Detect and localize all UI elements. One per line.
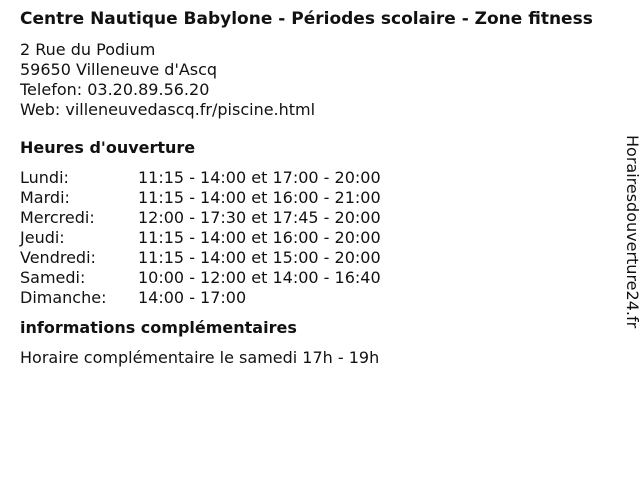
- hours-row: [20, 248, 381, 268]
- hours-day: Jeudi:: [20, 228, 65, 247]
- hours-times: 12:00 - 17:30 et 17:45 - 20:00: [138, 208, 381, 227]
- hours-times: 11:15 - 14:00 et 15:00 - 20:00: [138, 248, 381, 267]
- hours-table: [20, 168, 381, 308]
- hours-row: [20, 208, 381, 228]
- info-text: Horaire complémentaire le samedi 17h - 19h: [20, 348, 380, 367]
- hours-times: 11:15 - 14:00 et 16:00 - 20:00: [138, 228, 381, 247]
- hours-row: [20, 188, 381, 208]
- hours-times: 11:15 - 14:00 et 16:00 - 21:00: [138, 188, 381, 207]
- address-city: 59650 Villeneuve d'Ascq: [20, 60, 218, 79]
- hours-times: 10:00 - 12:00 et 14:00 - 16:40: [138, 268, 381, 287]
- hours-row: [20, 228, 381, 248]
- hours-heading: Heures d'ouverture: [20, 138, 196, 157]
- address-phone: Telefon: 03.20.89.56.20: [20, 80, 210, 99]
- hours-times: 11:15 - 14:00 et 17:00 - 20:00: [138, 168, 381, 187]
- address-street: 2 Rue du Podium: [20, 40, 156, 59]
- hours-row: [20, 288, 381, 308]
- hours-day: Lundi:: [20, 168, 69, 187]
- hours-day: Vendredi:: [20, 248, 96, 267]
- hours-row: [20, 268, 381, 288]
- address-web: Web: villeneuvedascq.fr/piscine.html: [20, 100, 316, 119]
- info-heading: informations complémentaires: [20, 318, 297, 337]
- hours-row: [20, 168, 381, 188]
- hours-day: Samedi:: [20, 268, 86, 287]
- hours-day: Mardi:: [20, 188, 70, 207]
- hours-day: Mercredi:: [20, 208, 95, 227]
- main-content: [20, 10, 620, 368]
- page-title: Centre Nautique Babylone - Périodes scolaire - Zone fitness: [20, 9, 593, 29]
- hours-times: 14:00 - 17:00: [138, 288, 247, 307]
- address-block: [20, 40, 620, 120]
- watermark-text: Horairesdouverture24.fr: [623, 135, 642, 329]
- watermark: [623, 135, 643, 371]
- hours-day: Dimanche:: [20, 288, 107, 307]
